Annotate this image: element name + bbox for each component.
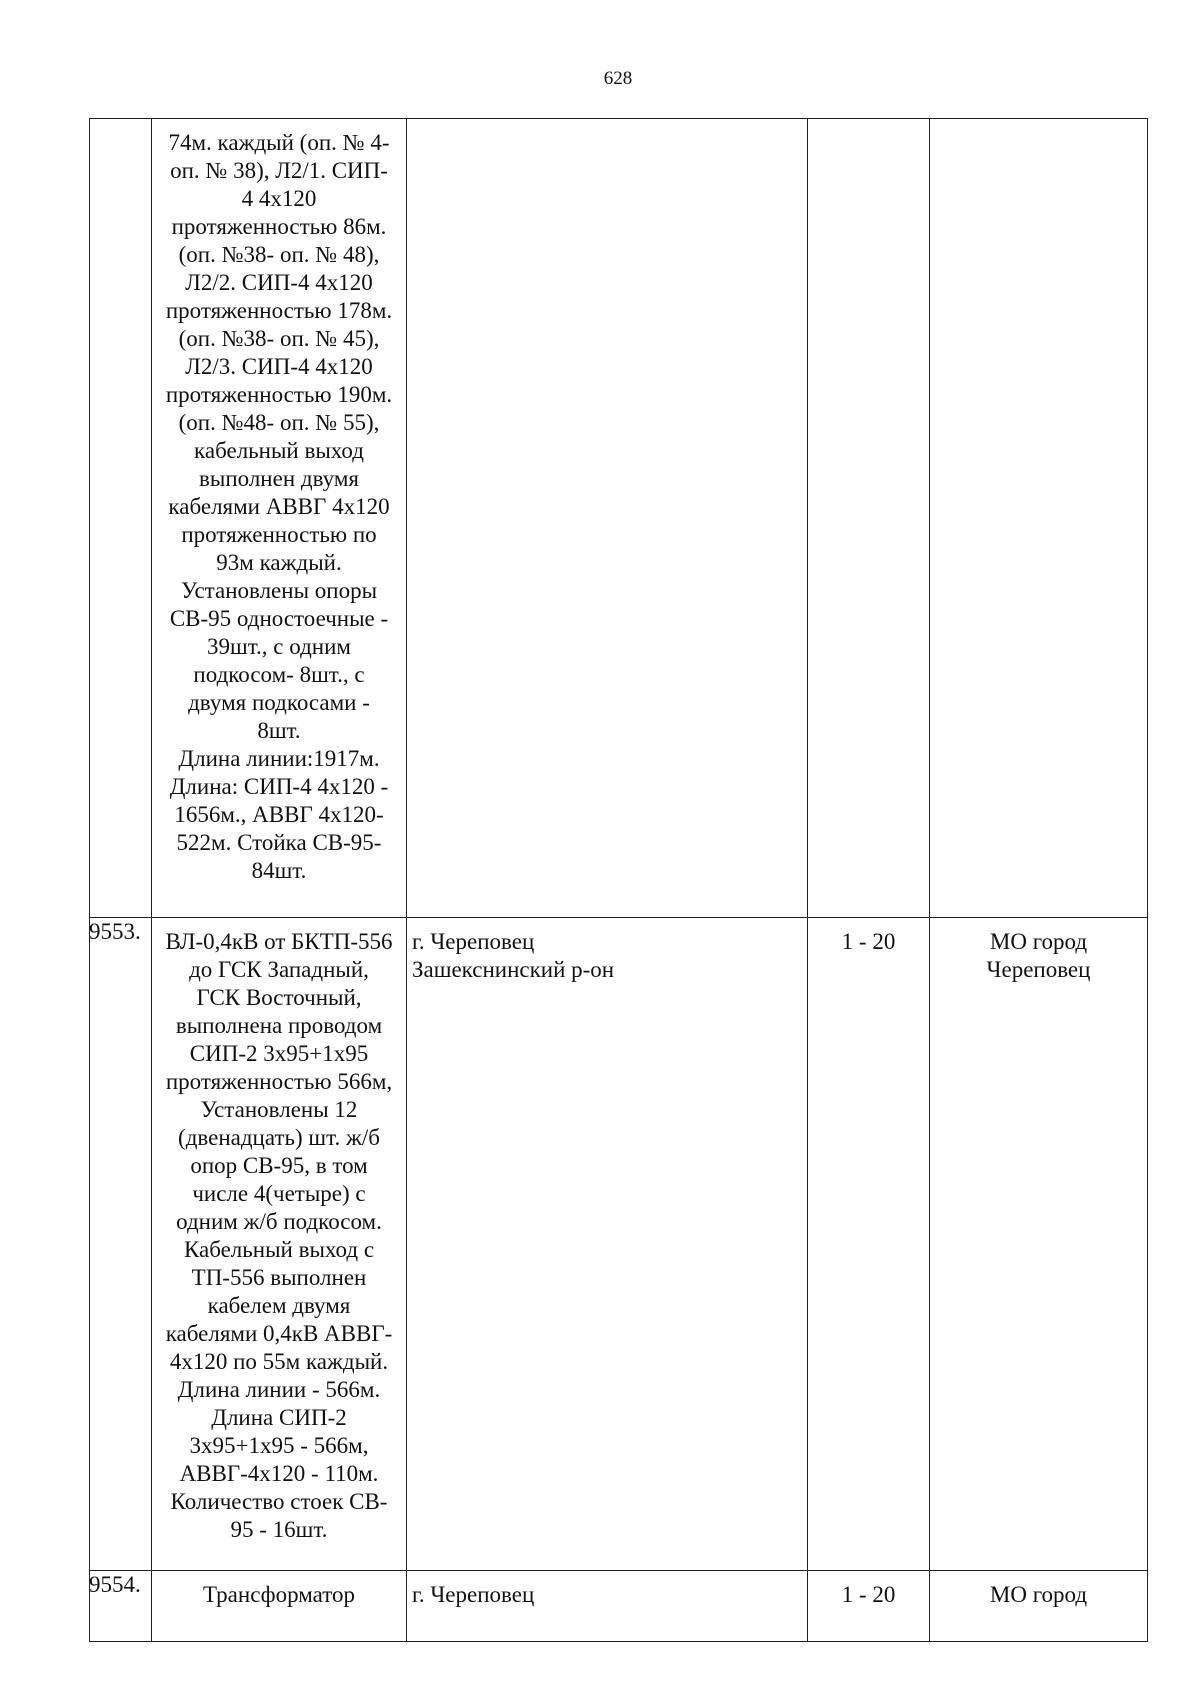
cell-text-line: до ГСК Западный, [189, 957, 369, 982]
table-row [90, 119, 1148, 918]
cell-text-line: Длина линии - 566м. [177, 1377, 381, 1402]
term-cell [808, 1571, 930, 1642]
cell-text-line: ТП-556 выполнен [191, 1265, 367, 1290]
table-row [90, 1571, 1148, 1642]
registry-table [89, 118, 1148, 1642]
cell-text-line: Череповец [986, 957, 1091, 982]
table-row [90, 918, 1148, 1571]
cell-text-line: 95 - 16шт. [230, 1517, 328, 1542]
cell-text-line: протяженностью 566м, [165, 1069, 393, 1094]
cell-text-line: кабелем двумя [207, 1293, 351, 1318]
cell-text-line: числе 4(четыре) с [192, 1181, 366, 1206]
cell-text-line: Длина: СИП-4 4х120 - [169, 774, 389, 799]
cell-text-line: 84шт. [251, 858, 307, 883]
cell-text-line: ВЛ-0,4кВ от БКТП-556 [165, 929, 393, 954]
cell-text-line: кабелями 0,4кВ АВВГ- [165, 1321, 393, 1346]
cell-text-line: (оп. №48- оп. № 55), [178, 410, 380, 435]
row-number: 9553. [89, 919, 141, 944]
term-cell [808, 918, 930, 1571]
owner-cell [930, 1571, 1148, 1642]
cell-text-line: 4 4х120 [241, 186, 317, 211]
row-number: 9554. [89, 1572, 141, 1597]
term-value: 1 - 20 [841, 929, 896, 954]
cell-text-line: Трансформатор [203, 1582, 355, 1607]
cell-text-line: (двенадцать) шт. ж/б [178, 1125, 380, 1150]
cell-text-line: Длина СИП-2 [211, 1405, 347, 1430]
cell-text-line: одним ж/б подкосом. [176, 1209, 382, 1234]
description-cell [152, 119, 407, 918]
address-cell [407, 918, 808, 1571]
cell-text-line: кабелями АВВГ 4х120 [168, 494, 390, 519]
address-cell [407, 119, 808, 918]
cell-text-line: 522м. Стойка СВ-95- [176, 830, 382, 855]
page-number: 628 [603, 68, 633, 89]
term-cell [808, 119, 930, 918]
cell-text-line: ГСК Восточный, [196, 985, 362, 1010]
cell-text-line: Установлены опоры [180, 578, 378, 603]
cell-text-line: кабельный выход [194, 438, 364, 463]
cell-text-line: Количество стоек СВ- [170, 1489, 388, 1514]
cell-text-line: протяженностью 178м. [165, 298, 393, 323]
cell-text-line: (оп. №38- оп. № 45), [178, 326, 380, 351]
cell-text-line: 74м. каждый (оп. № 4- [168, 130, 390, 155]
cell-text-line: г. Череповец [412, 1582, 535, 1607]
row-number-cell [90, 119, 152, 918]
cell-text-line: выполнен двумя [199, 466, 359, 491]
description-cell [152, 1571, 407, 1642]
cell-text-line: 39шт., с одним [207, 634, 351, 659]
cell-text-line: (оп. №38- оп. № 48), [178, 242, 380, 267]
address-cell [407, 1571, 808, 1642]
term-value: 1 - 20 [841, 1582, 896, 1607]
cell-text-line: протяженностью 190м. [165, 382, 393, 407]
cell-text-line: Установлены 12 [200, 1097, 358, 1122]
cell-text-line: СВ-95 одностоечные - [169, 606, 389, 631]
cell-text-line: протяженностью по [181, 522, 377, 547]
cell-text-line: Л2/2. СИП-4 4х120 [185, 270, 373, 295]
cell-text-line: 8шт. [257, 718, 301, 743]
cell-text-line: оп. № 38), Л2/1. СИП- [170, 158, 388, 183]
cell-text-line: подкосом- 8шт., с [193, 662, 365, 687]
owner-cell [930, 918, 1148, 1571]
cell-text-line: Длина линии:1917м. [178, 746, 380, 771]
cell-text-line: выполнена проводом [175, 1013, 383, 1038]
cell-text-line: МО город [989, 929, 1088, 954]
cell-text-line: Л2/3. СИП-4 4х120 [185, 354, 373, 379]
cell-text-line: МО город [989, 1582, 1088, 1607]
cell-text-line: 1656м., АВВГ 4х120- [174, 802, 384, 827]
owner-cell [930, 119, 1148, 918]
cell-text-line: Кабельный выход с [183, 1237, 375, 1262]
cell-text-line: Зашекснинский р-он [412, 957, 615, 982]
table-body [90, 119, 1148, 1642]
row-number-cell [90, 918, 152, 1571]
cell-text-line: 4х120 по 55м каждый. [169, 1349, 389, 1374]
cell-text-line: двумя подкосами - [188, 690, 370, 715]
row-number-cell [90, 1571, 152, 1642]
cell-text-line: протяженностью 86м. [171, 214, 387, 239]
cell-text-line: АВВГ-4х120 - 110м. [179, 1461, 379, 1486]
cell-text-line: 93м каждый. [216, 550, 342, 575]
cell-text-line: опор СВ-95, в том [190, 1153, 368, 1178]
cell-text-line: г. Череповец [412, 929, 535, 954]
cell-text-line: 3х95+1х95 - 566м, [189, 1433, 369, 1458]
cell-text-line: СИП-2 3х95+1х95 [189, 1041, 369, 1066]
description-cell [152, 918, 407, 1571]
